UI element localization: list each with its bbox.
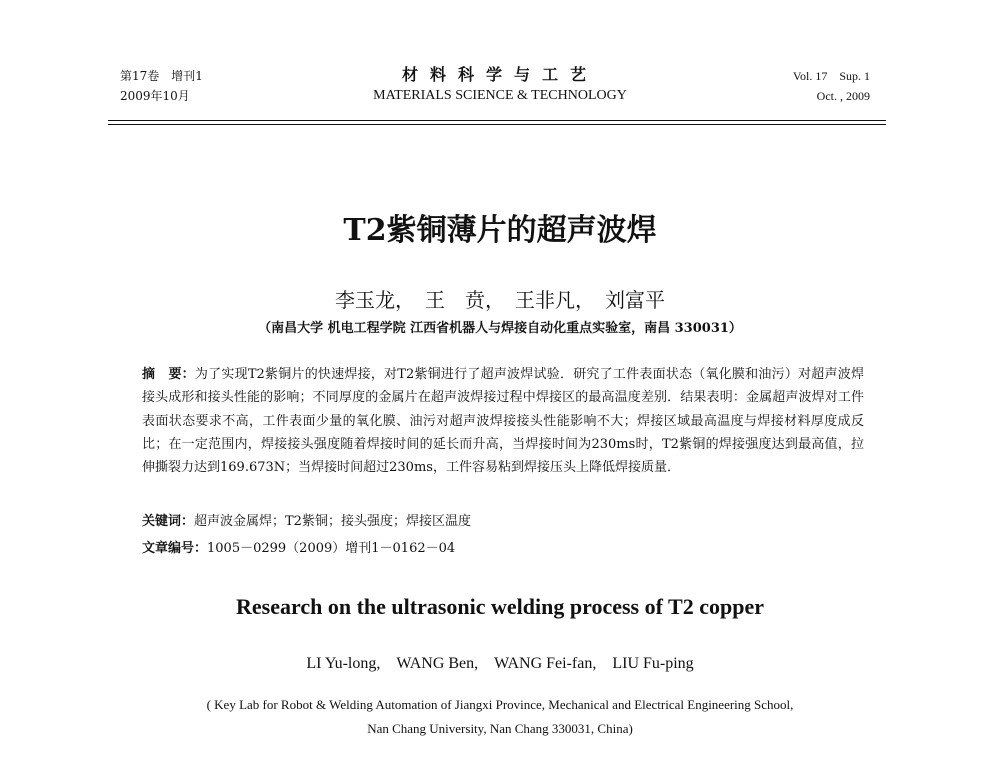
paper-title-en: Research on the ultrasonic welding process of T2 copper: [236, 594, 764, 619]
paper-title-cn: T2紫铜薄片的超声波焊: [343, 213, 657, 248]
keywords-label: 关键词：: [142, 514, 195, 529]
article-number-text: 1005－0299（2009）增刊1－0162－04: [207, 541, 456, 556]
article-number: [142, 537, 864, 556]
volume-cn: 第17卷 增刊1: [120, 69, 203, 83]
article-number-label: 文章编号：: [142, 541, 208, 556]
affiliation-en: [0, 693, 1000, 741]
header-rule-thin: [108, 124, 886, 125]
header-volume-en-block: [793, 66, 870, 106]
keywords-cn: [142, 510, 864, 529]
date-en: Oct. , 2009: [816, 89, 870, 103]
abstract-cn: [142, 363, 864, 479]
date-cn: 2009年10月: [120, 89, 190, 103]
authors-en: LI Yu-long, WANG Ben, WANG Fei-fan, LIU Fu-ping: [306, 655, 694, 672]
affiliation-en-line-2: Nan Chang University, Nan Chang 330031, China): [367, 721, 633, 736]
affiliation-en-line-1: ( Key Lab for Robot & Welding Automation of Jiangxi Province, Mechanical and Electrical Engineering School,: [206, 697, 794, 712]
abstract-label: 摘 要：: [142, 367, 195, 382]
abstract-text: 为了实现T2紫铜片的快速焊接，对T2紫铜进行了超声波焊试验．研究了工件表面状态（氧化膜和油污）对超声波焊接头成形和接头性能的影响；不同厚度的金属片在超声波焊接过程中焊接区的最高温度差别．结果表明：金属超声波焊对工件表面状态要求不高，工件表面少量的氧化膜、油污对超声波焊接接头性能影响不大；焊接区域最高温度与焊接材料厚度成反比；在一定范围内，焊接接头强度随着焊接时间的延长而升高，当焊接时间为230ms时，T2紫铜的焊接强度达到最高值，拉伸撕裂力达到169.673N；当焊接时间超过230ms，工件容易粘到焊接压头上降低焊接质量．: [142, 367, 864, 476]
journal-title-en: MATERIALS SCIENCE & TECHNOLOGY: [373, 88, 627, 103]
header-rule-thick: [108, 120, 886, 121]
authors-cn: 李玉龙， 王 贲， 王非凡， 刘富平: [335, 288, 665, 312]
keywords-text: 超声波金属焊；T2紫铜；接头强度；焊接区温度: [194, 514, 471, 529]
affiliation-cn: （南昌大学 机电工程学院 江西省机器人与焊接自动化重点实验室，南昌 330031）: [258, 321, 742, 336]
journal-title-cn: 材料科学与工艺: [401, 65, 598, 84]
volume-en: Vol. 17 Sup. 1: [792, 69, 870, 83]
